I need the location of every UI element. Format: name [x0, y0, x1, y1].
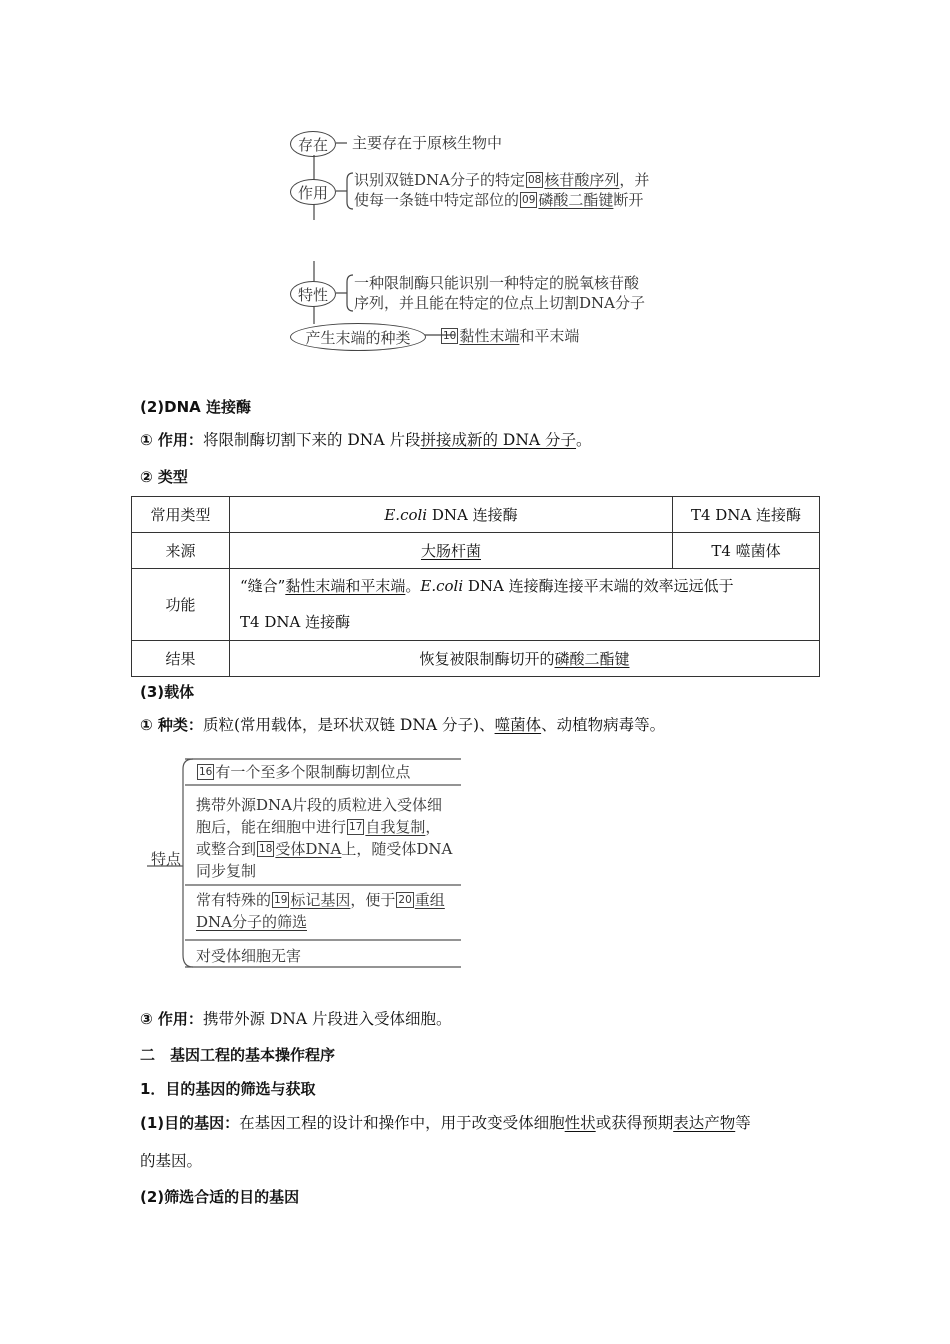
- target-gene-text-c: 等: [735, 1114, 751, 1132]
- table-row-result: [132, 641, 820, 677]
- ligase-function-label: ① 作用：: [140, 431, 203, 449]
- blank-number-10: 10: [443, 330, 457, 342]
- blank-number-20: 20: [398, 894, 412, 906]
- target-gene-text-b: 或获得预期: [595, 1114, 674, 1132]
- ligase-function-answer: 拼接成新的 DNA 分子: [420, 431, 577, 449]
- target-gene-answer-product: 表达产物: [673, 1114, 736, 1132]
- use-line-2: [354, 190, 643, 210]
- function-ecoli-italic: E.coli: [420, 576, 464, 595]
- ligase-function-end: 。: [576, 431, 592, 449]
- feature-2-line-3-end: 上，随受体DNA: [341, 840, 453, 858]
- feature-3-line-1: [196, 889, 445, 911]
- feature-3-line-1-text: 常有特殊的: [196, 891, 272, 909]
- ends-label: 产生末端的种类: [305, 328, 411, 347]
- blank-number-16: 16: [199, 766, 213, 778]
- function-cell: [230, 569, 820, 641]
- source-t4: T4 噬菌体: [673, 533, 820, 569]
- function-answer: 黏性末端和平末端: [285, 576, 406, 595]
- feature-2-answer-host-dna: 受体DNA: [275, 840, 342, 858]
- blank-number-09: 09: [522, 194, 536, 206]
- feature-1-text: 有一个至多个限制酶切割位点: [215, 763, 411, 781]
- ligase-table: [131, 496, 820, 677]
- use-line-1-end: ，并: [619, 171, 650, 189]
- target-gene-line-2: 的基因。: [140, 1152, 203, 1170]
- part-2-heading: 二 基因工程的基本操作程序: [140, 1046, 336, 1064]
- feature-2-line-3-text: 或整合到: [196, 840, 257, 858]
- function-text-a: “缝合”: [240, 576, 286, 595]
- exist-label: 存在: [297, 135, 328, 154]
- feature-3-line-1-mid: ，便于: [350, 891, 396, 909]
- feature-3-answer-recombinant: 重组: [414, 891, 445, 909]
- function-line-1: [240, 575, 813, 597]
- target-gene-line-1: [140, 1113, 751, 1133]
- vector-function-text: 携带外源 DNA 片段进入受体细胞。: [202, 1010, 452, 1028]
- result-cell: [230, 641, 820, 677]
- use-line-1: [354, 170, 649, 190]
- ends-text: [440, 326, 579, 346]
- vector-types-label: ① 种类：: [140, 716, 203, 734]
- blank-number-18: 18: [259, 843, 273, 855]
- header-t4: T4 DNA 连接酶: [673, 497, 820, 533]
- ligase-function-line: [140, 430, 592, 450]
- header-type: 常用类型: [132, 497, 230, 533]
- table-row-function: [132, 569, 820, 641]
- screening-heading: (2)筛选合适的目的基因: [140, 1188, 300, 1206]
- target-gene-label: (1)目的基因：: [140, 1114, 240, 1132]
- feature-2-line-2: [196, 816, 440, 838]
- function-text-c: DNA 连接酶连接平末端的效率远远低于: [463, 576, 734, 595]
- feature-1: [196, 761, 410, 783]
- subsection-1-heading: 1．目的基因的筛选与获取: [140, 1080, 316, 1098]
- source-label: 来源: [132, 533, 230, 569]
- feature-3-answer-marker-gene: 标记基因: [290, 891, 351, 909]
- vector-function-line: [140, 1009, 451, 1029]
- exist-text: 主要存在于原核生物中: [352, 134, 503, 152]
- source-ecoli-answer: 大肠杆菌: [420, 542, 481, 560]
- blank-number-17: 17: [349, 821, 363, 833]
- function-label: 功能: [132, 569, 230, 641]
- blank-answer-phosphodiester: 磷酸二酯键: [538, 191, 614, 209]
- blank-answer-sticky-ends: 黏性末端: [459, 327, 520, 345]
- result-label: 结果: [132, 641, 230, 677]
- target-gene-text-a: 在基因工程的设计和操作中，用于改变受体细胞: [239, 1114, 565, 1132]
- feature-4: 对受体细胞无害: [196, 947, 302, 965]
- feature-2-line-4: 同步复制: [196, 862, 257, 880]
- feature-2-line-1: 携带外源DNA片段的质粒进入受体细: [196, 796, 442, 814]
- table-header-row: [132, 497, 820, 533]
- header-ecoli-rest: DNA 连接酶: [427, 506, 518, 524]
- ends-oval: [290, 323, 426, 351]
- feature-2-line-3: [196, 838, 452, 860]
- header-ecoli: [230, 497, 673, 533]
- section-3-heading: (3)载体: [140, 683, 195, 701]
- vector-function-label: ③ 作用：: [140, 1010, 203, 1028]
- target-gene-answer-trait: 性状: [564, 1114, 596, 1132]
- use-line-2-text: 使每一条链中特定部位的: [354, 191, 520, 209]
- vector-types-end: 、动植物病毒等。: [541, 716, 666, 734]
- use-oval: [290, 179, 336, 205]
- header-ecoli-italic: E.coli: [384, 506, 428, 524]
- trait-label: 特性: [297, 285, 328, 304]
- feature-2-line-2-text: 胞后，能在细胞中进行: [196, 818, 347, 836]
- ends-text-rest: 和平末端: [519, 327, 580, 345]
- exist-oval: [290, 131, 336, 157]
- result-text: 恢复被限制酶切开的: [419, 650, 555, 668]
- blank-number-19: 19: [274, 894, 288, 906]
- function-line-2: T4 DNA 连接酶: [240, 612, 351, 631]
- blank-answer-nucleotide-seq: 核苷酸序列: [544, 171, 620, 189]
- feature-3-answer-screening: DNA分子的筛选: [196, 913, 307, 931]
- section-2-heading: (2)DNA 连接酶: [140, 398, 251, 416]
- blank-number-08: 08: [528, 174, 542, 186]
- ligase-function-text: 将限制酶切割下来的 DNA 片段: [202, 431, 421, 449]
- vector-types-text: 质粒(常用载体，是环状双链 DNA 分子)、: [202, 716, 495, 734]
- ligase-types-heading: ② 类型: [140, 468, 188, 486]
- trait-line-1: 一种限制酶只能识别一种特定的脱氧核苷酸: [354, 274, 640, 292]
- table-row-source: [132, 533, 820, 569]
- vector-types-answer: 噬菌体: [494, 716, 542, 734]
- source-ecoli: [230, 533, 673, 569]
- use-line-2-end: 断开: [613, 191, 644, 209]
- feature-3-line-2: [196, 911, 307, 933]
- result-answer: 磷酸二酯键: [554, 650, 630, 668]
- trait-oval: [290, 281, 336, 307]
- trait-line-2: 序列，并且能在特定的位点上切割DNA分子: [354, 294, 645, 312]
- vector-types-line: [140, 715, 665, 735]
- feature-2-line-2-end: ，: [425, 818, 441, 836]
- use-line-1-text: 识别双链DNA分子的特定: [354, 171, 525, 189]
- features-bracket: [145, 755, 465, 971]
- features-label: 特点: [151, 850, 182, 868]
- feature-2-answer-self-replicate: 自我复制: [365, 818, 426, 836]
- function-text-b: 。: [405, 576, 421, 595]
- use-label: 作用: [297, 183, 328, 202]
